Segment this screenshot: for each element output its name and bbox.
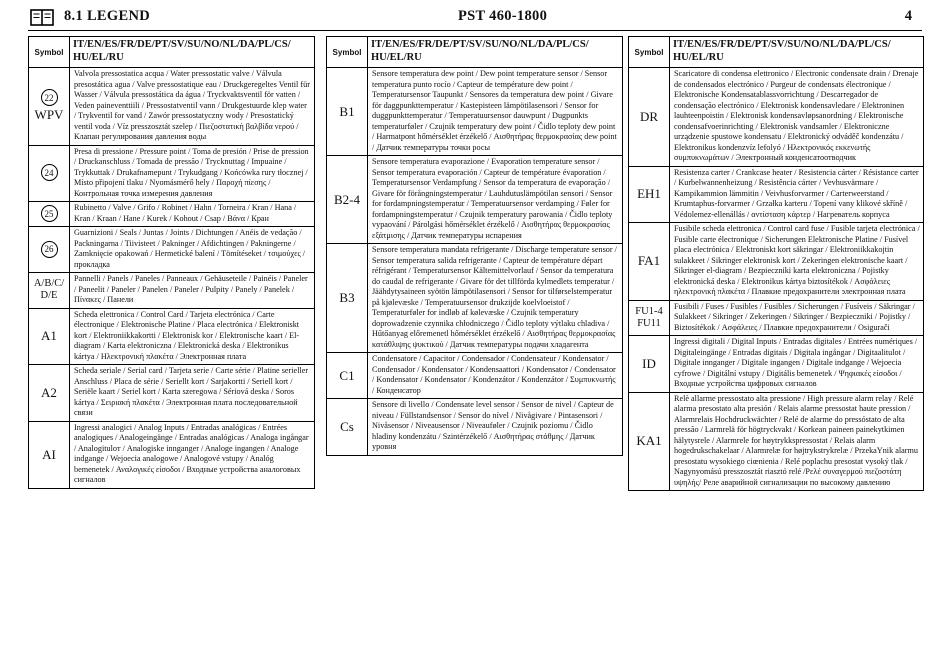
legend-row — [327, 244, 622, 353]
item-number-circle: 22 — [41, 89, 58, 106]
translations-text: Sensore temperatura mandata refrigerante / Discharge temperature sensor / Sensor temperatura salida refrigerante / Capteur de température départ réfrigérant / Temperatursensor Kältemittelvorlauf / Sensor da temperatura do caudal de refrigerante / Givare för det tillförda kylmedlets temperatur / Jäähdytysaineen syötön lämpötilasensori / Sensor for tilførselstemperatur på kjølevæske / Temperatuursensor drukzijde koelvloeistof / Temperaturføler for indløb af kølevæske / Czujnik temperatury doprowadzenie czynnika chłodniczego / Čidlo teploty výtlaku chladiva / Hűtőanyag előremenetl hőmérséklet érzékelő / Αισθητήρας θερμοκρασίας κατάθλιψης ψυκτικού / Датчик температуры подачи хладагента — [372, 245, 617, 349]
translations-text: Valvola pressostatica acqua / Water pressostatic valve / Válvula presostática agua / Valve pressostatique eau / Druckgeregeltes Ventil für Wasser / Válvula pressostática da água / Tryckvaktsventil för vatten / Veden paineventtiili / Pressostatventil vann / Drukgestuurde klep water / Trykventil for vand / Zawór pressostatyczny wody / Presostatický ventil voda / Víz presszosztát szelep / Πιεζοστατική βαλβίδα νερού / Клапан регулирования давления воды — [74, 69, 310, 141]
symbol-cell — [29, 422, 70, 488]
table-header — [629, 37, 923, 68]
translations-text: Guarnizioni / Seals / Juntas / Joints / Dichtungen / Anéis de vedação / Packningarna / Tiivisteet / Pakninger / Afdichtingen / Pakningerne / Zamknięcie opakowań / Hermetické balení / Tömítéseket / τσιμούχες / прокладка — [74, 228, 306, 269]
legend-row — [629, 301, 923, 337]
symbol-cell — [629, 336, 670, 392]
translations-text: Pannelli / Panels / Paneles / Panneaux / Gehäuseteile / Painéis / Paneler / Paneelit / Paneler / Panelen / Paneler / Pulpity / Panely / Panelek / Πίνακες / Панели — [74, 274, 308, 304]
legend-row — [629, 393, 923, 491]
symbol-code: B1 — [339, 103, 355, 119]
symbol-cell — [29, 309, 70, 365]
symbol-cell — [327, 68, 368, 155]
symbol-code: EH1 — [637, 186, 661, 202]
item-number-circle: 26 — [41, 241, 58, 258]
legend-row — [327, 353, 622, 399]
symbol-cell — [29, 227, 70, 272]
legend-row — [327, 156, 622, 244]
translations-text: Scheda elettronica / Control Card / Tarjeta electrónica / Carte électronique / Elektronische Platine / Placa electrónica / Elektroniskt kort / Elektroniikkakortti / Elektronisk kor / Elektronische kaart / El-diagram / Karta elektroniczna / Elektronická deska / Elektronikus kártya / Ηλεκτρονική πλακέτα / Электронная плата — [74, 309, 300, 361]
legend-row — [29, 227, 314, 273]
legend-row — [629, 167, 923, 224]
symbol-cell — [629, 68, 670, 166]
book-icon — [30, 9, 54, 26]
item-number-circle: 25 — [41, 205, 58, 222]
symbol-code: ID — [642, 355, 656, 371]
languages-column-header: IT/EN/ES/FR/DE/PT/SV/SU/NO/NL/DA/PL/CS/ HU/EL/RU — [673, 39, 891, 63]
translations-text: Sensore temperatura evaporazione / Evaporation temperature sensor / Sensor temperatura evaporación / Capteur de température évaporation / Temperatursensor Verdampfung / Sensor da temperatura de evaporação / Givare för förångningstemperatur / Lauhdutuslämpötilan sensori / Sensor for fordampningstemperatur / Temperatuursensor verdamping / Føler for fordampningstemperatur / Czujnik temperatury parowania / Čidlo teploty vypaování / Párolgási hőmérséklet érzékelő / Αισθητήρας θερμοκρασίας εξάτμισης / Датчик температуры испарения — [372, 157, 613, 240]
translations-text: Fusibile scheda elettronica / Control card fuse / Fusible tarjeta electrónica / Fusible carte électronique / Sicherungen Elektronische Platine / Fusível placa electrónica / Elektroniskt kort säkringar / Elektroniikkakojtin sulakkeet / Sikringer elektronisk kort / Zekeringen elektronische kaart / Sikringer el-diagram / Bezpieczniki karta elektroniczna / Pojistky elektronická deska / Elektronikus kártya biztosítékok / Ασφάλειες ηλεκτρονική πλακέτα / Плавкие предохранители электронная плата — [674, 224, 920, 296]
symbol-code: DR — [639, 108, 659, 124]
symbol-column-header: Symbol — [327, 37, 368, 67]
page-header — [28, 8, 922, 31]
legend-row — [29, 146, 314, 203]
symbol-cell — [29, 202, 70, 226]
symbol-cell — [29, 365, 70, 421]
symbol-cell — [629, 393, 670, 491]
languages-column-header: IT/EN/ES/FR/DE/PT/SV/SU/NO/NL/DA/PL/CS/ HU/EL/RU — [73, 39, 291, 63]
legend-row — [29, 309, 314, 366]
translations-text: Rubinetto / Valve / Grifo / Robinet / Hahn / Torneira / Kran / Hana / Kran / Kraan / Hane / Kurek / Kohout / Csap / Βάνα / Кран — [74, 203, 297, 223]
symbol-column-header: Symbol — [29, 37, 70, 67]
legend-table-2 — [326, 36, 623, 456]
symbol-cell — [29, 68, 70, 145]
translations-text: Fusibili / Fuses / Fusibles / Fusibles / Sicherungen / Fusíveis / Säkringar / Sulakkeet / Sikringer / Zekeringen / Sikringer / Bezpieczniki / Pojistky / Biztosítékok / Ασφάλειες / Плавкие предохранители / Osigurači — [674, 301, 915, 332]
symbol-cell — [29, 146, 70, 202]
symbol-cell — [629, 167, 670, 223]
translations-text: Condensatore / Capacitor / Condensador / Condensateur / Kondensator / Condensador / Kondensator / Kondensaattori / Kondensator / Condensator / Kondensator / Kondensator / Kondenzátor / Kondenzátor / Συμπυκνωτής / Конденсатор — [372, 354, 616, 395]
legend-table-1 — [28, 36, 315, 489]
translations-text: Ingressi digitali / Digital Inputs / Entradas digitales / Entrées numériques / Digitaleingänge / Entradas digitais / Digitala ingångar / Digitaalitulot / Digitale innganger / Digitale ingangen / Digitale indgange / Wejoecia cyfrowe / Digitální vstupy / Digitális bemenetek / Ψηφιακές είσοδοι / Входные устройства цифровых сигналов — [674, 337, 918, 388]
symbol-cell — [327, 156, 368, 243]
symbol-cell — [327, 244, 368, 352]
symbol-code: A/B/C/ D/E — [33, 278, 65, 302]
symbol-cell — [327, 399, 368, 455]
legend-row — [629, 68, 923, 167]
symbol-code: B2-4 — [334, 191, 360, 207]
symbol-code: A1 — [41, 328, 57, 344]
legend-row — [327, 68, 622, 156]
legend-row — [29, 202, 314, 227]
languages-column-header: IT/EN/ES/FR/DE/PT/SV/SU/NO/NL/DA/PL/CS/ HU/EL/RU — [371, 39, 589, 63]
legend-row — [29, 422, 314, 488]
section-title: 8.1 LEGEND — [64, 8, 150, 24]
translations-text: Sensore temperatura dew point / Dew point temperature sensor / Sensor temperatura punto rocío / Capteur de température dew point / Temperatursensor Taupunkt / Sensores da temperatura dew point / Givare för daggpunkttemperatur / Kastepisteen lämpötilasensori / Sensor for duggpunkttemperatur / Temperatuursensor dauwpunt / Dugpunkts temperaturføler / Czujnik temperatury dew point / Čidlo teploty dew point / Harmatpont hőmérséklet érzékelő / Αισθητήρας θερμοκρασίας dew point / Датчик температуры точки росы — [372, 69, 617, 152]
symbol-code: KA1 — [636, 433, 662, 449]
translations-text: Ingressi analogici / Analog Inputs / Entradas analógicas / Entrées analogiques / Analogeingänge / Entradas analógicas / Analoga ingångar / Analogituloт / Analogiske innganger / Analoge ingangen / Analoge indgange / Wejoecia analogowe / Analogové vstupy / Analóg bemenetek / Αναλογικές είσοδοι / Входные устройства аналоговых сигналов — [74, 422, 309, 484]
translations-text: Sensore di livello / Condensate level sensor / Sensor de nivel / Capteur de niveau / Füllstandsensor / Sensor do nível / Nivågivare / Pintasensori / Nivåsensor / Niveausensor / Niveauføler / Czujnik poziomu / Čidlo hladiny kondenzátu / Szintérzékelő / Αισθητήρας στάθμης / Датчик уровня — [372, 400, 614, 451]
legend-table-3 — [628, 36, 924, 491]
symbol-code: WPV — [34, 107, 64, 123]
legend-row — [29, 273, 314, 309]
symbol-cell — [629, 223, 670, 300]
symbol-column-header: Symbol — [629, 37, 670, 67]
symbol-code: C1 — [339, 367, 355, 383]
translations-text: Scheda seriale / Serial card / Tarjeta serie / Carte série / Platine serieller Anschluss / Placa de série / Seriellt kort / Sarjakortti / Seriell kort / Seriële kaart / Seriel kort / Karta szeregowa / Sériová deska / Soros kártya / Σειριακή πλακέτα / Электронная плата последовательной связи — [74, 366, 309, 417]
legend-row — [327, 399, 622, 455]
legend-row — [29, 365, 314, 422]
table-header — [29, 37, 314, 68]
translations-text: Scaricatore di condensa elettronico / Electronic condensate drain / Drenaje de condensados electrónico / Purgeur de condensats électronique / Elektronische Kondensatablassvorrichtung / Descarregador de condensação electrónico / Elektronisk kondensavledare / Elektroninen lauhteenpoistin / Elektronisk kondensavløpsanordning / Elektronische condensafvoerinrichting / Elektronisk vandsamler / Elektroniczne urządzenie spustowe kondensatu / Elektronický odváděč kondenzátu / Elektronikus kondenzvíz lefolyó / Ηλεκτρονικός εκκενωτής συμπυκνωμάτων / Электронный конденсатоотводчик — [674, 69, 919, 162]
symbol-cell — [29, 273, 70, 308]
symbol-code: A2 — [41, 384, 57, 400]
translations-text: Resistenza carter / Crankcase heater / Resistencia cárter / Résistance carter / Kurbelwannenheizung / Resistência cárter / Vevhusvärmare / Kampikammion lämmitin / Veivhusforvarmer / Carterweerstand / Krumtaphus-forvarmer / Grzałka karteru / Topení vany klikové skříně / Védolemez-ellenállás / αντίσταση κάρτερ / Нагреватель корпуса — [674, 167, 919, 219]
legend-row — [629, 336, 923, 393]
translations-text: Relè allarme pressostato alta pressione / High pressure alarm relay / Relé alarma presostato alta presión / Relais alarme pressostat haute pression / Alarmrelais Hochdruckwächter / Relé de alarme do pressóstato de alta pressão / Larmrelä för högtryckvakt / Korkean paineen painekytkimen hälytysrele / Alarmrele for høytrykkspressostat / Relais alarm hogedrukschakelaar / Alarmrelæ for højtrykstrykrelæ / PrzekaYnik alarmu presostatu wysokiego ciœnienia / Relé poplachu presostat vysoký tlak / Nagynyomású presszosztát riasztó relé /Ρελέ συναγερμού πιεζοστάτη υψηλής/ Реле аварийной сигнализации по высокому давлению — [674, 393, 918, 487]
page-number: 4 — [904, 8, 912, 24]
legend-row — [29, 68, 314, 146]
symbol-cell — [327, 353, 368, 398]
table-header — [327, 37, 622, 68]
model-title: PST 460-1800 — [458, 8, 548, 24]
symbol-code: FA1 — [637, 253, 661, 269]
symbol-code: B3 — [339, 290, 355, 305]
symbol-code: FU1-4 FU11 — [635, 305, 663, 329]
symbol-code: Cs — [340, 418, 354, 434]
legend-row — [629, 223, 923, 301]
item-number-circle: 24 — [41, 164, 58, 181]
translations-text: Presa di pressione / Pressure point / Toma de presión / Prise de pression / Druckanschluss / Tomada de pressão / Trycknuttag / Impuaine / Trykkuttak / Drukafnamepunt / Trykudgang / Końcówka rury tłocznej / Místo připojení tlaku / Nyomásmérő hely / Παροχή πίεσης / Контрольная точка измерения давления — [74, 146, 309, 198]
symbol-code: AI — [42, 446, 56, 462]
symbol-cell — [629, 301, 670, 336]
